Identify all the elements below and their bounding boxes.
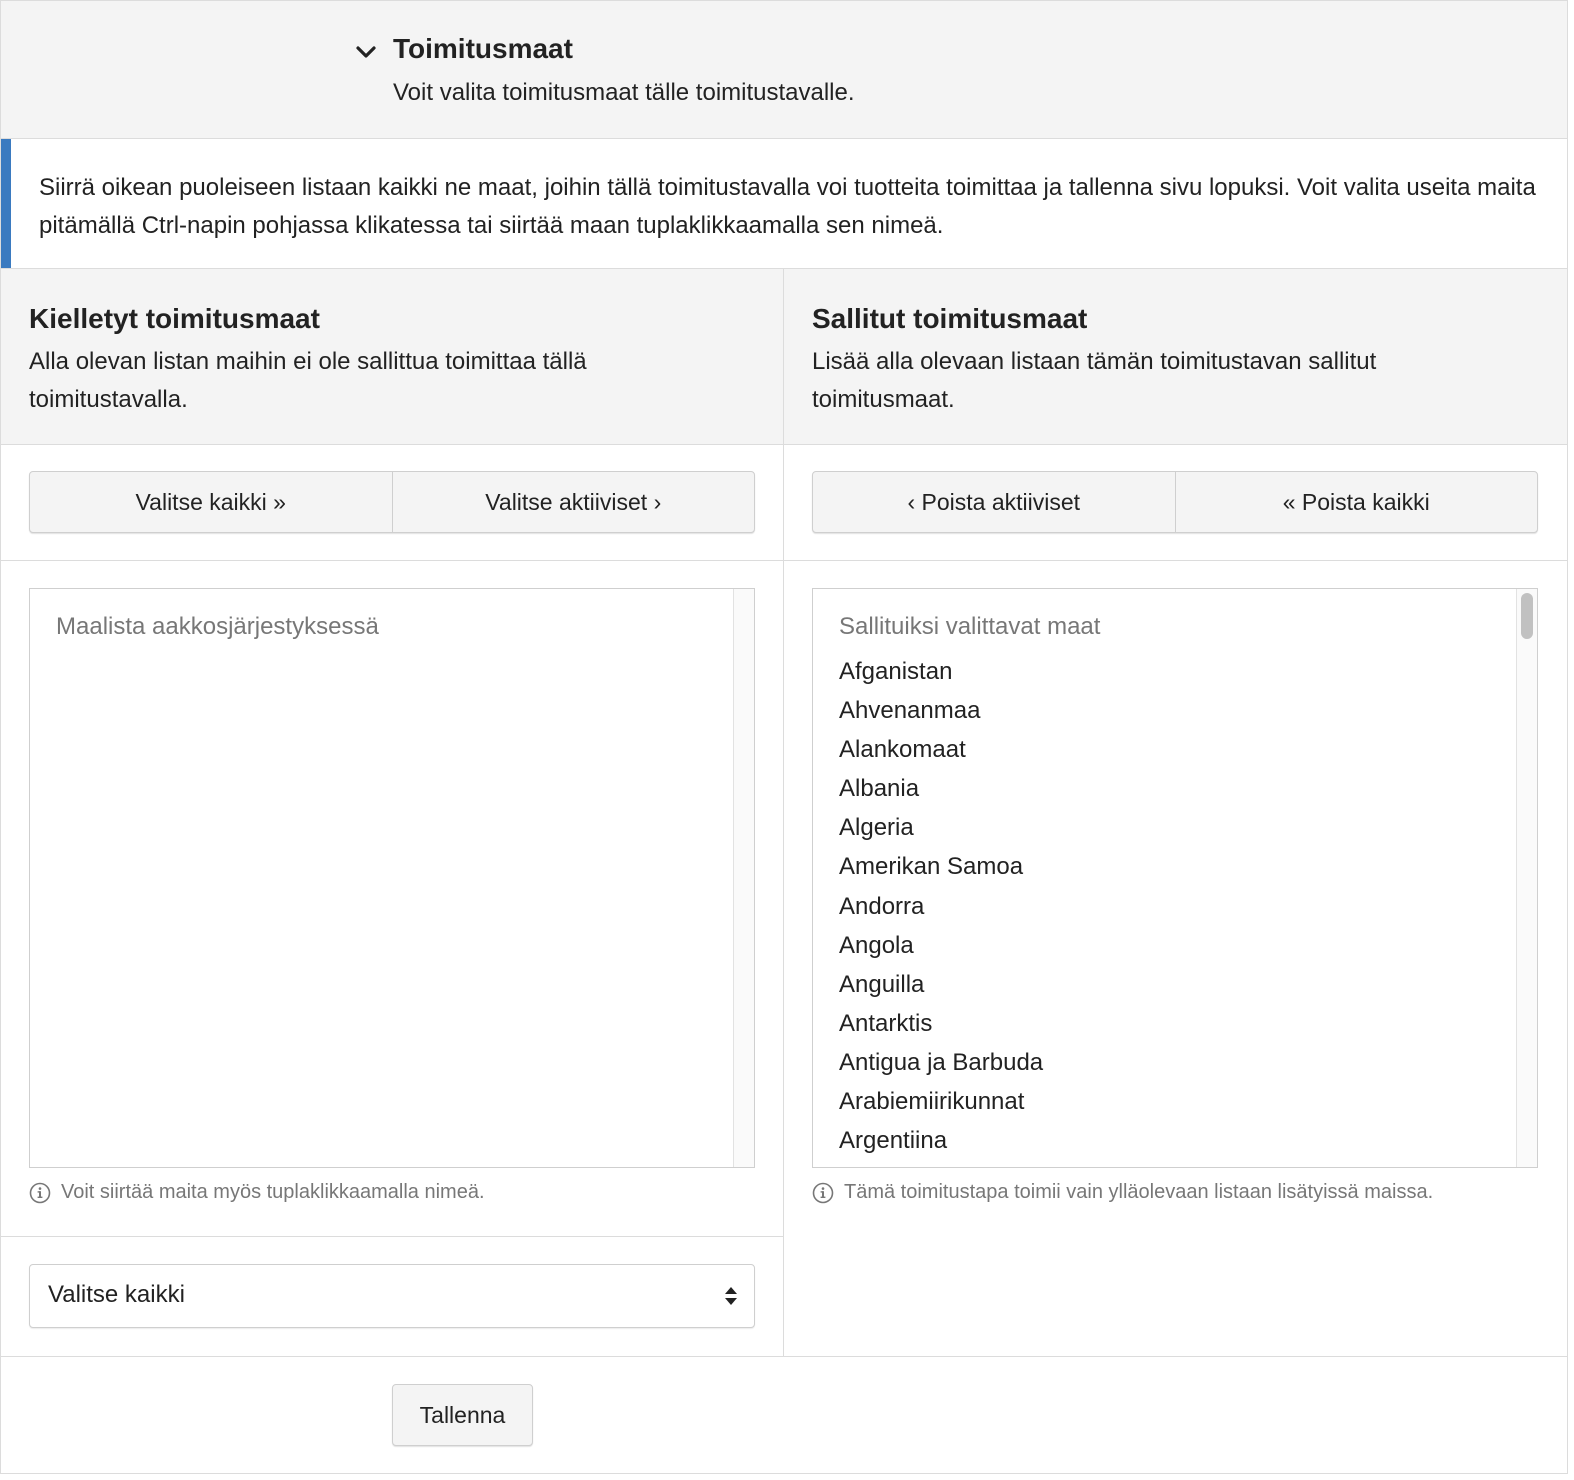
forbidden-countries-description: Alla olevan listan maihin ei ole sallittua toimittaa tällä toimitustavalla. [29, 348, 587, 413]
country-option[interactable]: Antarktis [839, 1009, 933, 1037]
country-option[interactable]: Ahvenanmaa [839, 697, 981, 725]
scrollbar-thumb[interactable] [1521, 593, 1533, 639]
chevron-down-icon[interactable] [353, 39, 379, 65]
country-option[interactable]: Arabiemiirikunnat [839, 1088, 1025, 1116]
info-text: Siirrä oikean puoleiseen listaan kaikki ne maat, joihin tällä toimitustavalla voi tuotteita toimittaa ja tallenna sivu lopuksi. Voit valita useita maita pitämällä Ctrl-napin pohjassa klikatessa tai siirtää maan tuplaklikkaamalla sen nimeä. [39, 174, 1536, 239]
forbidden-hint [29, 1181, 485, 1204]
allowed-countries-list[interactable] [812, 588, 1538, 1168]
forbidden-countries-list[interactable] [29, 588, 755, 1168]
divider [1, 560, 783, 561]
list-placeholder: Sallituiksi valittavat maat [839, 613, 1101, 640]
allowed-countries-description: Lisää alla olevaan listaan tämän toimitustavan sallitut toimitusmaat. [812, 348, 1377, 413]
list-placeholder: Maalista aakkosjärjestyksessä [56, 613, 379, 640]
select-active-button[interactable]: Valitse aktiiviset › [392, 472, 755, 532]
section-title: Toimitusmaat [393, 33, 573, 64]
country-option[interactable]: Andorra [839, 892, 925, 920]
list-scrollbar[interactable] [733, 589, 754, 1167]
allowed-countries-column [784, 269, 1567, 1356]
allowed-button-group [812, 471, 1538, 533]
section-header[interactable] [1, 1, 1567, 139]
info-circle-icon [29, 1182, 51, 1204]
allowed-hint [812, 1181, 1433, 1204]
remove-active-button[interactable]: ‹ Poista aktiiviset [907, 488, 1081, 515]
country-option[interactable]: Argentiina [839, 1127, 948, 1155]
allowed-countries-header [784, 269, 1567, 445]
country-option[interactable]: Albania [839, 775, 920, 803]
form-footer [1, 1356, 1567, 1474]
hint-text: Tämä toimitustapa toimii vain ylläolevaan listaan lisätyissä maissa. [844, 1181, 1434, 1203]
allowed-countries-title: Sallitut toimitusmaat [812, 303, 1088, 334]
country-option[interactable]: Alankomaat [839, 736, 966, 764]
selection-mode-select[interactable] [29, 1264, 755, 1328]
section-subtitle: Voit valita toimitusmaat tälle toimitustavalle. [393, 79, 855, 106]
select-value: Valitse kaikki [48, 1281, 185, 1308]
country-option[interactable]: Antigua ja Barbuda [839, 1048, 1044, 1076]
forbidden-button-group [29, 471, 755, 533]
forbidden-countries-column [1, 269, 784, 1356]
forbidden-countries-header [1, 269, 783, 445]
country-option[interactable]: Amerikan Samoa [839, 853, 1024, 881]
info-circle-icon [812, 1182, 834, 1204]
list-scrollbar[interactable] [1516, 589, 1537, 1167]
sort-arrows-icon [724, 1285, 738, 1307]
save-button[interactable]: Tallenna [392, 1384, 533, 1446]
country-option[interactable]: Anguilla [839, 970, 925, 998]
info-accent-bar [1, 139, 11, 268]
info-callout [1, 139, 1567, 269]
country-option[interactable]: Algeria [839, 814, 914, 842]
divider [1, 1236, 783, 1237]
hint-text: Voit siirtää maita myös tuplaklikkaamalla nimeä. [61, 1181, 485, 1203]
country-options [839, 652, 1043, 1160]
forbidden-countries-title: Kielletyt toimitusmaat [29, 303, 320, 334]
country-option[interactable]: Angola [839, 931, 914, 959]
divider [784, 560, 1567, 561]
select-all-button[interactable]: Valitse kaikki » [135, 488, 286, 515]
country-option[interactable]: Afganistan [839, 658, 953, 685]
remove-all-button[interactable]: « Poista kaikki [1175, 472, 1538, 532]
